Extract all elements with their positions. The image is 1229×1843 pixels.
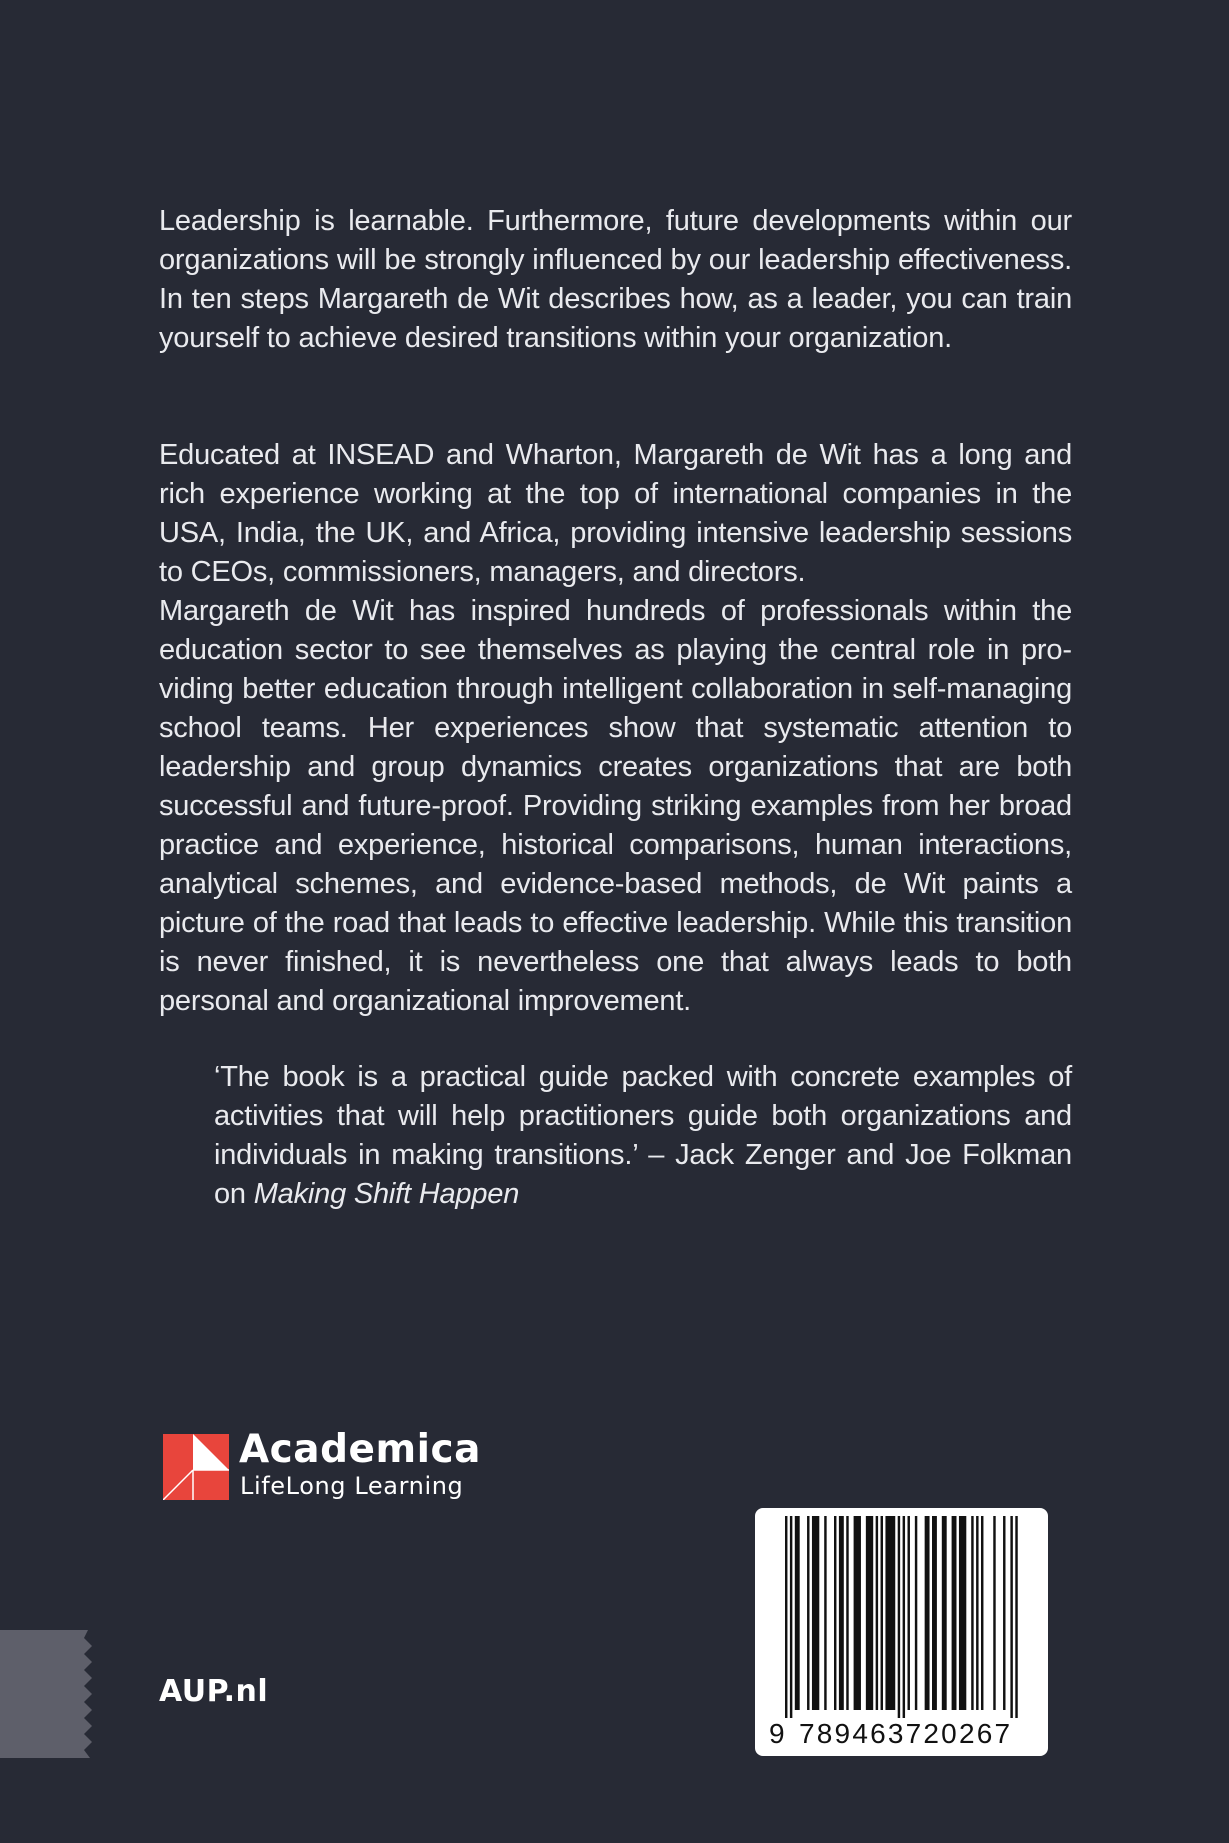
barcode-bar: [898, 1516, 900, 1718]
quoted-book-title: Making Shift Happen: [253, 1178, 520, 1210]
barcode-bar: [993, 1516, 995, 1710]
barcode-bar: [807, 1516, 809, 1710]
barcode-bar: [915, 1516, 917, 1710]
barcode-bar: [885, 1516, 895, 1710]
barcode-bar: [1010, 1516, 1012, 1718]
barcode-bar: [1003, 1516, 1005, 1710]
barcode-bar: [942, 1516, 947, 1710]
barcode-bar: [790, 1516, 792, 1718]
isbn-first-digit: 9: [769, 1718, 785, 1749]
endorsement-quote: [214, 1058, 1072, 1214]
barcode-bar: [952, 1516, 957, 1710]
publisher-website: AUP.nl: [159, 1674, 269, 1709]
paragraph-text: Margareth de Wit has inspired hundreds of professionals within the education sector to see themselves as playing the central role in providing better education through intelligent collaboration in self-managing school teams. Her experiences show that systematic attention to leadership and group dynamics creates organizations that are both successful and future-proof. Providing striking examples from her broad practice and experience, historical comparisons, human interactions, analytical schemes, and evidence-based methods, de Wit paints a picture of the road that leads to effective leadership. While this transition is never finished, it is nevertheless one that always leads to both personal and organizational improvement.: [159, 595, 1072, 1017]
barcode-bar: [881, 1516, 883, 1710]
barcode-bar: [876, 1516, 878, 1710]
barcode-bar: [866, 1516, 873, 1710]
paragraph-text: Leadership is learnable. Furthermore, future developments within our organizations will be strongly influenced by our leadership effectiveness. In ten steps Margareth de Wit describes how, as a leader, you can train yourself to achieve desired transitions within your organization.: [159, 205, 1072, 354]
barcode-bar: [824, 1516, 826, 1710]
barcode-bar: [903, 1516, 905, 1718]
barcode-bar: [812, 1516, 819, 1710]
publisher-name: Academica: [239, 1427, 481, 1472]
barcode-bar: [925, 1516, 930, 1710]
academica-logo-icon: [163, 1434, 229, 1500]
barcode-bar: [854, 1516, 861, 1710]
barcode-bar: [1015, 1516, 1017, 1718]
publisher-logo: [163, 1427, 483, 1504]
isbn-digits: 789463720267: [799, 1718, 1013, 1749]
description-paragraph-1: [159, 202, 1072, 358]
barcode-bars: [755, 1508, 1048, 1720]
barcode-bar: [908, 1516, 910, 1710]
barcode-bar: [959, 1516, 966, 1710]
publisher-tagline: LifeLong Learning: [240, 1472, 464, 1500]
barcode-bar: [834, 1516, 836, 1710]
barcode-bar: [839, 1516, 844, 1710]
barcode-bar: [785, 1516, 787, 1718]
barcode-bar: [976, 1516, 978, 1710]
barcode-bar: [846, 1516, 848, 1710]
barcode-bar: [971, 1516, 973, 1710]
barcode-bar: [932, 1516, 937, 1710]
barcode-bar: [981, 1516, 983, 1710]
isbn-barcode: [755, 1508, 1048, 1756]
quote-text: ‘The book is a practical guide packed with concrete examples of activities that will help practitioners guide both organizations and individuals in making transitions.’ – Jack Zenger and Joe Folkman on: [214, 1061, 1072, 1210]
paragraph-text: Educated at INSEAD and Wharton, Margareth de Wit has a long and rich experience working at the top of international companies in the USA, India, the UK, and Africa, providing intensive leadership sessions to CEOs, commissioners, managers, and directors.: [159, 439, 1072, 588]
isbn-number: [763, 1718, 1043, 1750]
author-bio: [159, 436, 1072, 1021]
barcode-bar: [795, 1516, 800, 1710]
edge-tab: [0, 1630, 96, 1758]
